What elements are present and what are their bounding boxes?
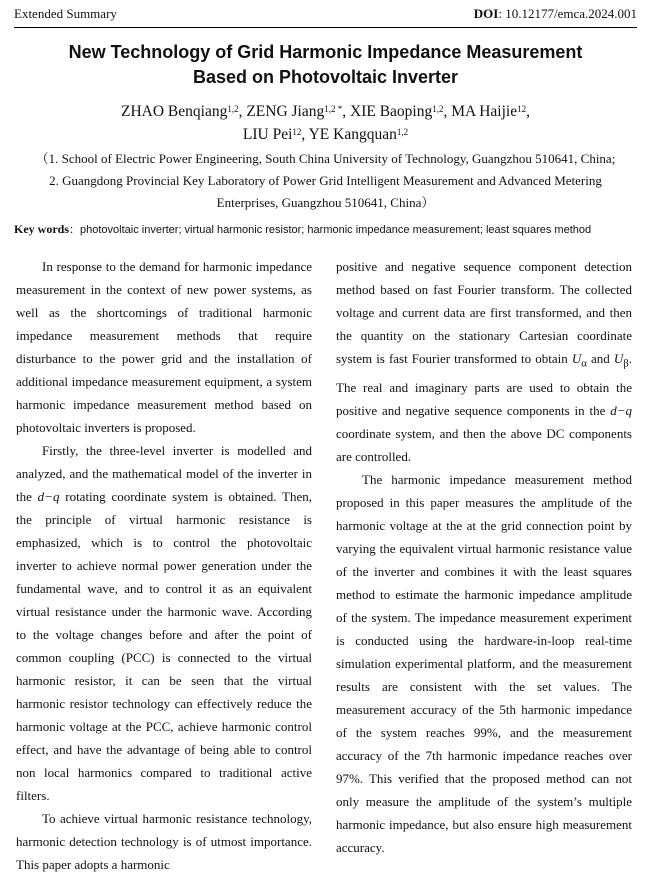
author-affil: 1,2 * xyxy=(324,104,343,114)
text-run: and xyxy=(586,351,614,366)
title-line-2: Based on Photovoltaic Inverter xyxy=(192,67,459,87)
affiliation-line: 2. Guangdong Provincial Key Laboratory of Power Grid Intelligent Measurement and Advanced Metering xyxy=(49,173,602,188)
author-affil: 12 xyxy=(292,127,302,137)
authors-line-1 xyxy=(20,100,631,123)
author-sep: , xyxy=(443,103,452,120)
text-run: Firstly, the three-level inverter is modelled and analyzed, and the mathematical model of the inverter in the xyxy=(16,443,312,504)
author-sep: , xyxy=(342,103,350,120)
header-rule xyxy=(14,27,637,28)
paragraph xyxy=(336,255,632,468)
author-name: YE Kangquan xyxy=(308,126,397,143)
doi-value: : 10.12177/emca.2024.001 xyxy=(498,6,637,21)
affiliation-line: （1. School of Electric Power Engineering, South China University of Technology, Guangzhou 510641, China; xyxy=(35,151,616,166)
keywords xyxy=(14,221,637,237)
author-sep: , xyxy=(301,126,309,143)
header-label: Extended Summary xyxy=(14,6,117,21)
author-affil: 1,2 xyxy=(396,127,409,137)
math-subscript: α xyxy=(581,357,587,370)
text-run: . The real and imaginary parts are used to obtain the positive and negative sequence components in the xyxy=(336,351,632,418)
keywords-list: ：photovoltaic inverter; virtual harmonic resistor; harmonic impedance measurement; least squares method xyxy=(69,224,592,236)
math-symbol: U xyxy=(571,351,582,366)
keywords-label: Key words xyxy=(14,222,69,236)
affiliation-line: Enterprises, Guangzhou 510641, China） xyxy=(216,195,435,210)
author-name: ZHAO Benqiang xyxy=(121,103,228,120)
text-run: positive and negative sequence component detection method based on fast Fourier transform. The collected voltage and current data are first transformed, and then the quantity on the stationary Cartesian coordinate system is fast Fourier transformed to obtain xyxy=(336,259,632,366)
author-name: XIE Baoping xyxy=(350,103,433,120)
title-line-1: New Technology of Grid Harmonic Impedance Measurement xyxy=(68,42,583,62)
authors-line-2 xyxy=(20,123,631,146)
author-list xyxy=(20,100,631,146)
text-run: coordinate system, and then the above DC components are controlled. xyxy=(336,425,632,464)
author-name: LIU Pei xyxy=(242,126,293,143)
doi-label: DOI xyxy=(473,6,499,21)
author-affil: 12 xyxy=(517,104,527,114)
right-column xyxy=(336,255,632,859)
math-symbol: d−q xyxy=(37,489,60,504)
author-affil: 1,2 xyxy=(227,104,239,114)
math-subscript: β xyxy=(623,357,629,370)
author-sep: , xyxy=(238,103,247,120)
author-name: MA Haijie xyxy=(451,103,518,120)
paragraph: In response to the demand for harmonic impedance measurement in the context of new power systems, as well as the shortcomings of traditional harmonic impedance measurement methods that require disturbance to the power grid and the installation of additional impedance measurement equipment, a system harmonic impedance measurement method based on photovoltaic inverters is proposed. xyxy=(16,259,312,435)
math-symbol: d−q xyxy=(610,402,632,418)
author-name: ZENG Jiang xyxy=(246,103,325,120)
math-symbol: U xyxy=(613,351,624,366)
author-affil: 1,2 xyxy=(432,104,444,114)
author-sep: , xyxy=(526,103,530,120)
paragraph: To achieve virtual harmonic resistance technology, harmonic detection technology is of utmost importance. This paper adopts a harmonic xyxy=(16,811,312,872)
paragraph: The harmonic impedance measurement method proposed in this paper measures the amplitude of the harmonic voltage at the at the grid connection point by varying the equivalent virtual harmonic resistance value of the inverter and combines it with the least squares method to estimate the harmonic impedance amplitude of the system. The impedance measurement experiment is conducted using the hardware-in-loop real-time simulation experimental platform, and the measurement results are consistent with the set values. The measurement accuracy of the 5th harmonic impedance of the system reaches 99%, and the measurement accuracy of the 7th harmonic impedance reaches over 97%. This verified that the proposed method can not only measure the amplitude of the system’s multiple harmonic impedance, but also ensure high measurement accuracy. xyxy=(336,471,632,855)
doi[interactable] xyxy=(474,6,637,22)
text-run: rotating coordinate system is obtained. Then, the principle of virtual harmonic resistance is emphasized, which is to control the photovoltaic inverter to achieve normal power generation under the fundamental wave, and to control it as an equivalent virtual resistance under the harmonic wave. According to the voltage changes before and after the point of common coupling (PCC) is connected to the virtual harmonic resistor, it can be seen that the virtual harmonic resistor technology can effectively reduce the harmonic voltage at the PCC, achieve harmonic control effect, and have the advantage of being able to control non local harmonics compared to traditional active filters. xyxy=(16,489,312,803)
running-header xyxy=(14,6,637,26)
left-column xyxy=(16,255,312,876)
paper-title xyxy=(20,40,631,90)
affiliations xyxy=(10,148,641,214)
paragraph xyxy=(16,439,312,807)
